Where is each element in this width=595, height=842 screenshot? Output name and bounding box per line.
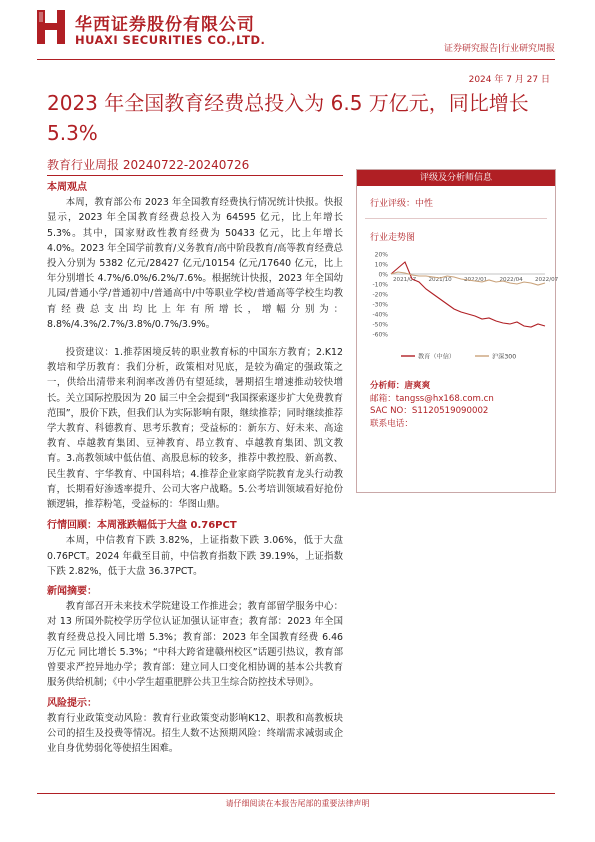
market-heading: 行情回顾：本周涨跌幅低于大盘 0.76PCT	[47, 520, 237, 532]
advice-paragraph: 投资建议：1.推荐困境反转的职业教育标的中国东方教育；2.K12 教培和学历教育：我们分析，政策相对见底，是较为确定的强政策之一，供给出清带来利润率改善仍有望延续，暑期招生增速推动较快增长。关立国际控股因为 20 届三中全会提到“我国探索逐步扩大免费教育范围”，股价下跌，但我们认为实际影响有限，继续推荐；同时继续推荐学大教育、科德教育、思考乐教育；受益标的：新东方、好未来、高途教育、卓越教育集团、豆神教育、昂立教育、卓越教育集团、凯文教育。3.高教领域中低估值、高股息标的较多，推荐中教控股、新高教、民生教育、宇华教育、中国科培；4.推荐企业家商学院教育龙头行动教育，长期看好渗透率提升、公司大客户战略。5.公考培训领域看好抢份额逻辑，推荐粉笔，受益标的：华图山鼎。	[47, 347, 343, 511]
y-tick-label: -60%	[372, 331, 388, 339]
analyst-info	[370, 380, 494, 430]
x-tick-label: 2022/07	[535, 277, 559, 283]
company-logo	[37, 10, 67, 44]
brand-name-cn: 华西证券股份有限公司	[75, 15, 255, 35]
series-line-education	[391, 262, 545, 327]
x-tick-label: 2021/10	[428, 277, 452, 283]
legal-notice: 请仔细阅读在本报告尾部的重要法律声明	[225, 799, 370, 808]
rating-divider	[365, 218, 547, 219]
risk-paragraph: 教育行业政策变动风险：教育行业政策变动影响K12、职教和高教板块公司的招生及投费等情况。招生人数不达预期风险：终端需求减弱或企业自身优势弱化等使招生困难。	[47, 712, 343, 755]
header-divider	[37, 59, 555, 60]
x-tick-label: 2022/04	[499, 277, 523, 283]
summary-heading: 本周观点	[47, 182, 87, 193]
y-tick-label: -50%	[372, 321, 388, 329]
y-tick-label: -20%	[372, 291, 388, 299]
industry-trend-chart	[365, 248, 559, 368]
trend-chart-label: 行业走势图	[370, 233, 416, 243]
report-title: 2023 年全国教育经费总投入为 6.5 万亿元，同比增长 5.3%	[47, 91, 529, 145]
y-tick-label: -30%	[372, 301, 388, 309]
footer-divider	[37, 793, 555, 794]
news-heading: 新闻摘要：	[47, 586, 97, 598]
subtitle-divider	[47, 175, 343, 176]
brand-name-en: HUAXI SECURITIES CO.,LTD.	[75, 33, 266, 47]
summary-paragraph: 本周，教育部公布 2023 年全国教育经费执行情况统计快报。快报显示，2023 年全国教育经费总投入为 64595 亿元，比上年增长 5.3%。其中，国家财政性教育经费为 50433 亿元，比上年增长 4.0%。2023 年全国学前教育/义务教育/高中阶段教育/高等教育经费总投入分别为 5382 亿元/28427 亿元/10154 亿元/17640 亿元，比上年分别增长 4.7%/6.0%/6.2%/7.6%。根据统计快报，2023 年全国幼儿园/普通小学/普通初中/普通高中/中等职业学校/普通高等学校生均教育经费总支出均比上年有所增长，增幅分别为：8.8%/4.3%/2.7%/3.8%/0.7%/3.9%。	[47, 197, 343, 330]
industry-rating: 行业评级：中性	[370, 199, 434, 209]
y-tick-label: 10%	[374, 261, 388, 269]
report-subtitle: 教育行业周报 20240722-20240726	[47, 158, 250, 172]
y-tick-label: 0%	[378, 271, 388, 279]
news-paragraph: 教育部召开未来技术学院建设工作推进会；教育部留学服务中心：对 13 所国外院校学历学位认证加强认证审查；教育部：2023 年全国教育经费总投入同比增 5.3%；教育部：2023 年全国教育经费 6.46 万亿元 同比增长 5.3%；“中科大跨省建赣州校区”话题引热议，教育部曾要求严控异地办学；教育部：建立同人口变化相协调的基本公共教育服务供给机制；《中小学生超重肥胖公共卫生综合防控技术导则》。	[47, 601, 343, 689]
legend-label: 沪深300	[492, 353, 517, 361]
analyst-panel	[356, 169, 559, 493]
legend-label: 教育（中信）	[418, 353, 456, 361]
market-paragraph: 本周，中信教育下跌 3.82%，上证指数下跌 3.06%，低于大盘 0.76PCT。2024 年截至目前，中信教育指数下跌 39.19%，上证指数下跌 2.82%，低于大盘 36.37PCT。	[47, 535, 343, 577]
analyst-name: 分析师：唐爽爽	[370, 381, 431, 391]
analyst-sac: SAC NO：S1120519090002	[370, 406, 489, 416]
report-type: 证券研究报告|行业研究周报	[443, 44, 555, 54]
report-date: 2024 年 7 月 27 日	[468, 75, 550, 85]
y-tick-label: -40%	[372, 311, 388, 319]
report-body	[47, 180, 343, 761]
analyst-email: 邮箱：tangss@hx168.com.cn	[370, 393, 494, 404]
x-tick-label: 2021/07	[393, 277, 417, 283]
y-tick-label: -10%	[372, 281, 388, 289]
analyst-phone: 联系电话：	[370, 418, 413, 429]
y-tick-label: 20%	[374, 251, 388, 259]
risk-heading: 风险提示：	[47, 697, 97, 709]
panel-heading: 评级及分析师信息	[357, 170, 555, 186]
x-tick-label: 2022/01	[464, 277, 488, 283]
